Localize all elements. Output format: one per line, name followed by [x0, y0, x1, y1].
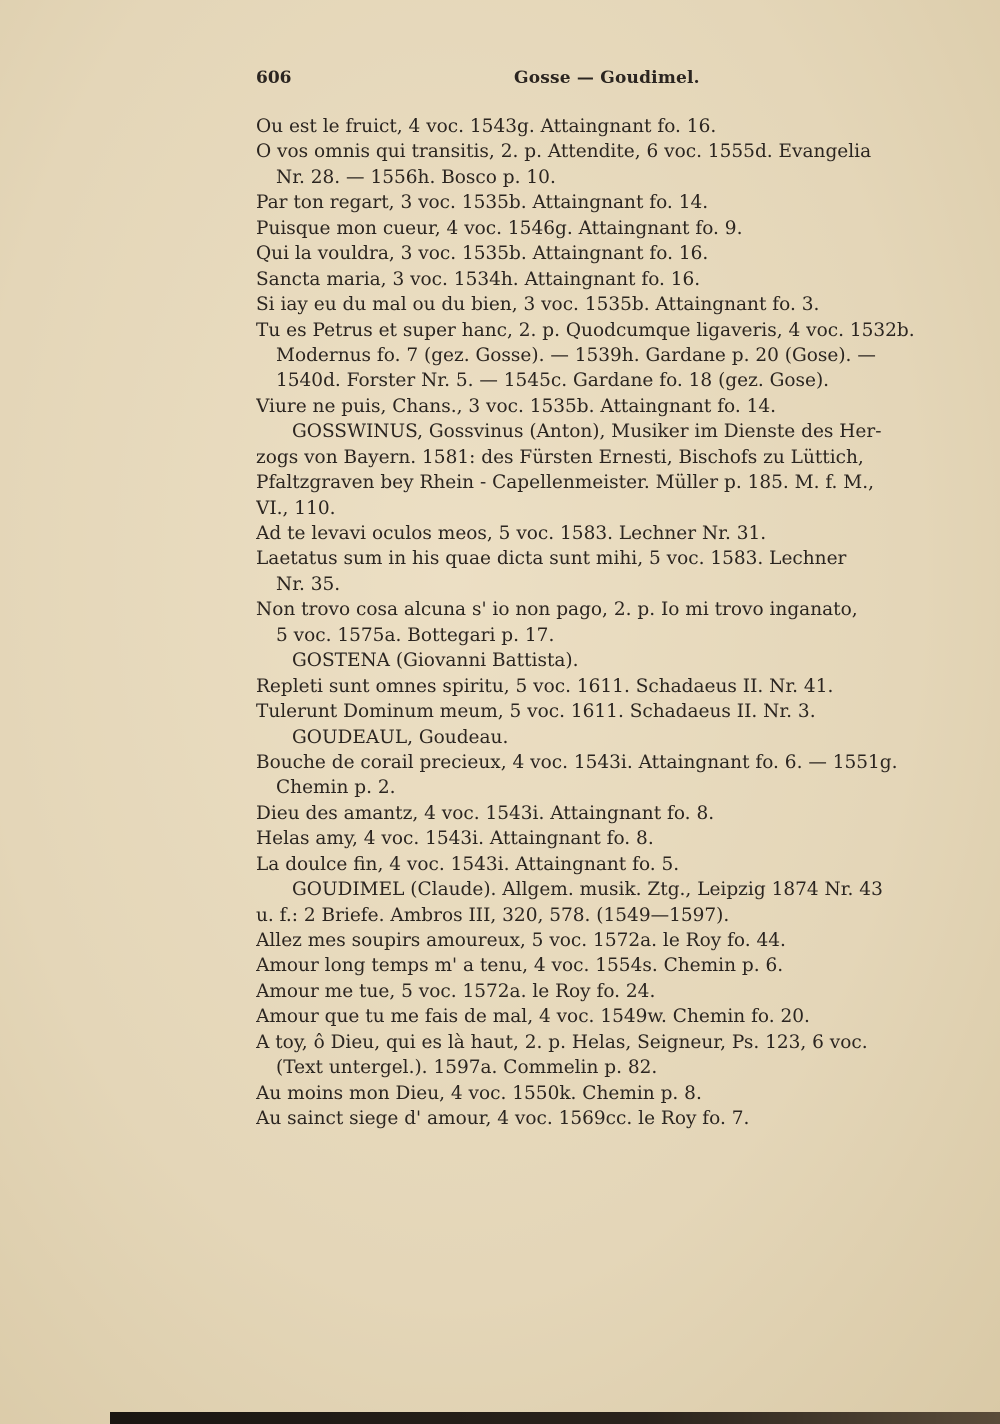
entry-heading-line: GOUDEAUL, Goudeau. [292, 726, 509, 748]
text-line: Helas amy, 4 voc. 1543i. Attaingnant fo. 8. [256, 828, 654, 850]
text-line: Nr. 35. [276, 573, 341, 595]
text-line: (Text untergel.). 1597a. Commelin p. 82. [276, 1057, 658, 1079]
text-line: La doulce fin, 4 voc. 1543i. Attaingnant fo. 5. [256, 853, 680, 875]
text-line: Tu es Petrus et super hanc, 2. p. Quodcumque ligaveris, 4 voc. 1532b. [256, 319, 915, 341]
text-line: 1540d. Forster Nr. 5. — 1545c. Gardane fo. 18 (gez. Gose). [276, 370, 830, 392]
text-line: Allez mes soupirs amoureux, 5 voc. 1572a. le Roy fo. 44. [256, 930, 786, 951]
text-line: Puisque mon cueur, 4 voc. 1546g. Attaingnant fo. 9. [256, 217, 743, 239]
text-line: Amour long temps m' a tenu, 4 voc. 1554s. Chemin p. 6. [256, 955, 784, 977]
text-line: A toy, ô Dieu, qui es là haut, 2. p. Helas, Seigneur, Ps. 123, 6 voc. [256, 1031, 868, 1053]
entry-heading-line: GOSTENA (Giovanni Battista). [292, 650, 579, 672]
running-head: Gosse — Goudimel. [514, 68, 700, 88]
text-line: Nr. 28. — 1556h. Bosco p. 10. [276, 166, 556, 188]
text-line: Laetatus sum in his quae dicta sunt mihi, 5 voc. 1583. Lechner [256, 548, 847, 570]
text-line: Bouche de corail precieux, 4 voc. 1543i. Attaingnant fo. 6. — 1551g. [256, 751, 898, 773]
text-line: Qui la vouldra, 3 voc. 1535b. Attaingnant fo. 16. [256, 243, 709, 265]
text-line: u. f.: 2 Briefe. Ambros III, 320, 578. (1549—1597). [256, 904, 730, 926]
page-header [256, 68, 926, 94]
text-line: Tulerunt Dominum meum, 5 voc. 1611. Schadaeus II. Nr. 3. [256, 701, 816, 723]
page-body [256, 114, 924, 1132]
text-line: Non trovo cosa alcuna s' io non pago, 2. p. Io mi trovo inganato, [256, 599, 858, 621]
text-line: O vos omnis qui transitis, 2. p. Attendite, 6 voc. 1555d. Evangelia [256, 141, 872, 163]
entry-heading-line: GOUDIMEL (Claude). Allgem. musik. Ztg., Leipzig 1874 Nr. 43 [292, 879, 883, 901]
text-line: Au sainct siege d' amour, 4 voc. 1569cc. le Roy fo. 7. [256, 1108, 750, 1130]
text-line: Ou est le fruict, 4 voc. 1543g. Attaingnant fo. 16. [256, 116, 717, 137]
text-line: Sancta maria, 3 voc. 1534h. Attaingnant fo. 16. [256, 268, 701, 290]
entry-heading-line: GOSSWINUS, Gossvinus (Anton), Musiker im Dienste des Her- [292, 421, 882, 443]
text-line: Repleti sunt omnes spiritu, 5 voc. 1611. Schadaeus II. Nr. 41. [256, 675, 834, 697]
text-line: Chemin p. 2. [276, 777, 396, 799]
text-line: Ad te levavi oculos meos, 5 voc. 1583. Lechner Nr. 31. [256, 523, 767, 544]
text-line: Si iay eu du mal ou du bien, 3 voc. 1535b. Attaingnant fo. 3. [256, 294, 820, 316]
text-line: zogs von Bayern. 1581: des Fürsten Ernesti, Bischofs zu Lüttich, [256, 446, 864, 468]
text-line: Modernus fo. 7 (gez. Gosse). — 1539h. Gardane p. 20 (Gose). — [276, 344, 876, 366]
text-line: VI., 110. [256, 497, 336, 519]
text-line: Viure ne puis, Chans., 3 voc. 1535b. Attaingnant fo. 14. [256, 395, 777, 417]
page-bottom-edge [110, 1412, 1000, 1424]
text-line: Par ton regart, 3 voc. 1535b. Attaingnant fo. 14. [256, 192, 709, 214]
text-line: Amour me tue, 5 voc. 1572a. le Roy fo. 24. [256, 980, 656, 1002]
page-number: 606 [256, 68, 292, 88]
text-line: Amour que tu me fais de mal, 4 voc. 1549w. Chemin fo. 20. [256, 1006, 810, 1028]
text-line: Dieu des amantz, 4 voc. 1543i. Attaingnant fo. 8. [256, 802, 715, 824]
text-line: Pfaltzgraven bey Rhein - Capellenmeister. Müller p. 185. M. f. M., [256, 472, 875, 494]
text-line: 5 voc. 1575a. Bottegari p. 17. [276, 624, 555, 646]
text-line: Au moins mon Dieu, 4 voc. 1550k. Chemin p. 8. [256, 1082, 702, 1104]
